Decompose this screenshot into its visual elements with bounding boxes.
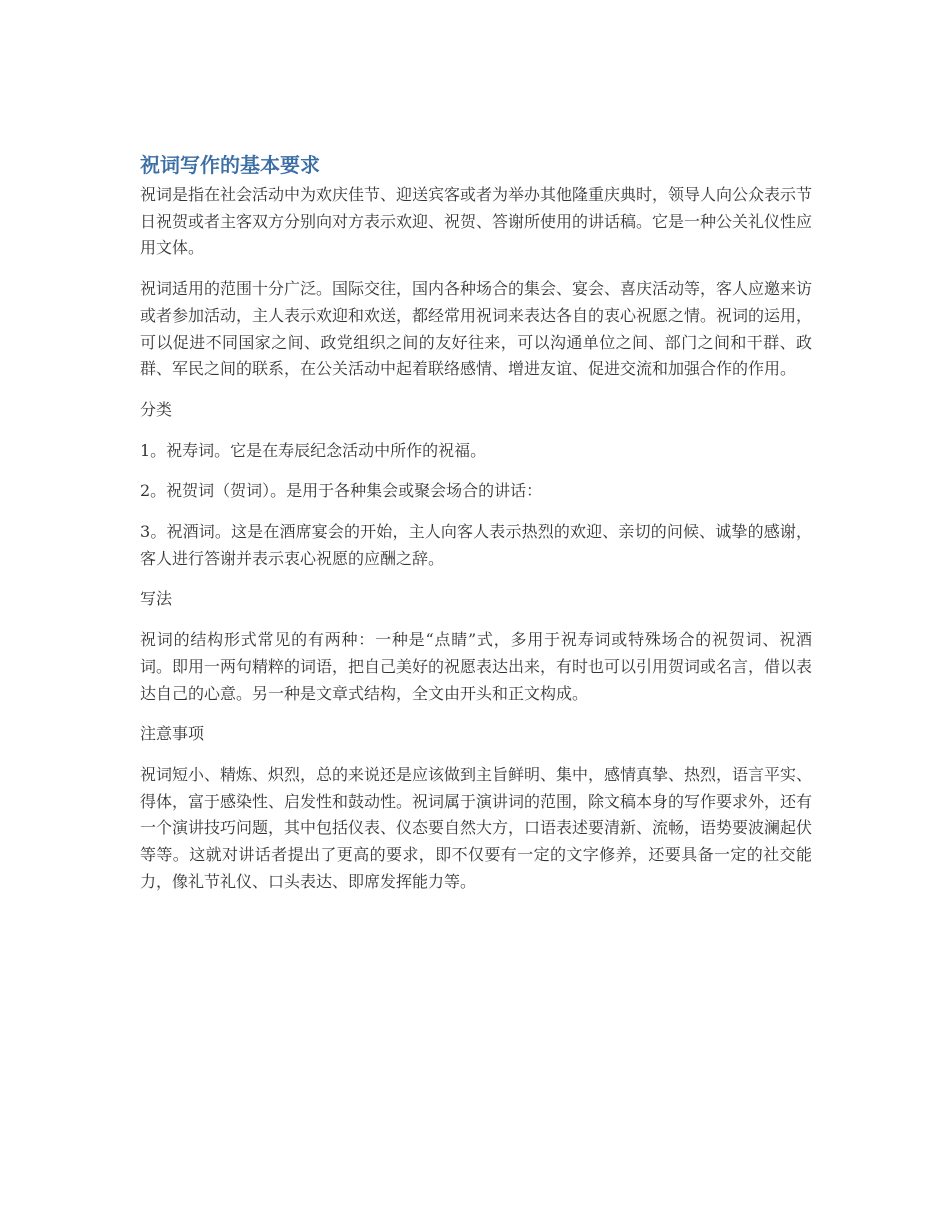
list-item-birthday: 1。祝寿词。它是在寿辰纪念活动中所作的祝福。 (140, 440, 487, 460)
intro-paragraph: 祝词是指在社会活动中为欢庆佳节、迎送宾客或者为举办其他隆重庆典时，领导人向公众表示节日祝贺或者主客双方分别向对方表示欢迎、祝贺、答谢所使用的讲话稿。它是一种公关礼仪性应用文体。 (140, 185, 813, 258)
document-page (140, 150, 812, 909)
document-title: 祝词写作的基本要求 (140, 153, 320, 177)
section-heading-notes: 注意事项 (140, 724, 205, 744)
section-heading-classification: 分类 (140, 399, 173, 419)
section-heading-writing: 写法 (140, 589, 173, 609)
list-item-toast: 3。祝酒词。这是在酒席宴会的开始，主人向客人表示热烈的欢迎、亲切的问候、诚挚的感谢，客人进行答谢并表示衷心祝愿的应酬之辞。 (140, 522, 812, 568)
scope-paragraph: 祝词适用的范围十分广泛。国际交往，国内各种场合的集会、宴会、喜庆活动等，客人应邀来访或者参加活动，主人表示欢迎和欢送，都经常用祝词来表达各自的衷心祝愿之情。祝词的运用，可以促进不同国家之间、政党组织之间的友好往来，可以沟通单位之间、部门之间和干群、政群、军民之间的联系，在公关活动中起着联络感情、增进友谊、促进交流和加强合作的作用。 (140, 279, 813, 379)
list-item-congratulation: 2。祝贺词（贺词）。是用于各种集会或聚会场合的讲话： (140, 481, 543, 501)
notes-paragraph: 祝词短小、精炼、炽烈，总的来说还是应该做到主旨鲜明、集中，感情真挚、热烈，语言平实、得体，富于感染性、启发性和鼓动性。祝词属于演讲词的范围，除文稿本身的写作要求外，还有一个演讲技巧问题，其中包括仪表、仪态要自然大方，口语表述要清新、流畅，语势要波澜起伏等等。这就对讲话者提出了更高的要求，即不仅要有一定的文字修养，还要具备一定的社交能力，像礼节礼仪、口头表达、即席发挥能力等。 (140, 764, 813, 891)
writing-paragraph: 祝词的结构形式常见的有两种：一种是“点睛”式，多用于祝寿词或特殊场合的祝贺词、祝酒词。即用一两句精粹的词语，把自己美好的祝愿表达出来，有时也可以引用贺词或名言，借以表达自己的心意。另一种是文章式结构，全文由开头和正文构成。 (140, 630, 813, 703)
